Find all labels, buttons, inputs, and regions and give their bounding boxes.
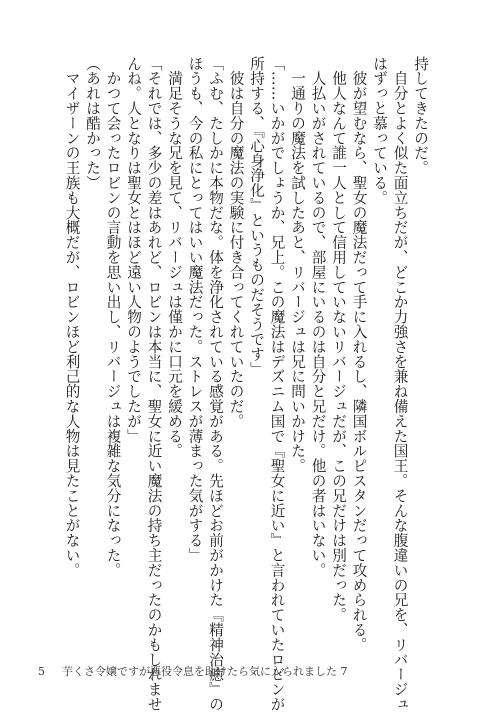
text-line: 「ふむ、たしかに本物だな。体を浄化されている感覚がある。先ほどお前がかけた『精神治癒』の [207,56,224,712]
text-line: 彼が望むなら、聖女の魔法だって手に入れるし、隣国ボルピスタンだって攻められる。 [350,56,368,652]
text-line: 他人なんて誰一人として信用していないリバージュだが、この兄だけは別だった。 [330,56,347,623]
page-number: 5 [38,665,45,678]
text-line: かつて会ったロビンの言動を思い出し、リバージュは複雑な気分になった。 [104,56,122,578]
text-line: 彼は自分の魔法の実験に付き合ってくれていたのだ。 [227,56,245,429]
text-line: マイザーンの王族も大概だが、ロビンほど利己的な人物は見たことがない。 [63,56,81,578]
running-title: 芋くさ令嬢ですが悪役令息を助けたら気に入られました 7 [62,665,348,678]
text-line: はずっと慕っている。 [371,56,388,205]
text-line: 所持する、『心身浄化』というものだそうです」 [248,56,265,377]
text-line: 満足そうな兄を見て、リバージュは僅かに口元を緩める。 [166,56,183,459]
text-line: んね。人となりは聖女とはほど遠い人物のようでしたが」 [125,56,142,444]
page-footer [0,663,500,681]
text-line: （あれは酷かった） [84,56,101,191]
text-line: 「……いかがでしょうか、兄上。この魔法はデズニム国で『聖女に近い』と言われていたロビンが [268,56,286,712]
text-line: 持してきたのだ。 [412,56,429,176]
text-line: 人払いがされているので、部屋にいるのは自分と兄だけ。他の者はいない。 [309,56,327,578]
text-line: 自分とよく似た面立ちだが、どこか力強さを兼ね備えた国王。そんな腹違いの兄を、リバージュ [391,56,409,712]
text-line: 一通りの魔法を試したあと、リバージュは兄に問いかけた。 [289,56,306,474]
text-line: 「それでは、多少の差はあれど、ロビンは本当に、聖女に近い魔法の持ち主だったのかもしれませ [145,56,163,712]
text-line: ほうも、今の私にとってはいい魔法だった。ストレスが薄まった気がする」 [186,56,204,563]
